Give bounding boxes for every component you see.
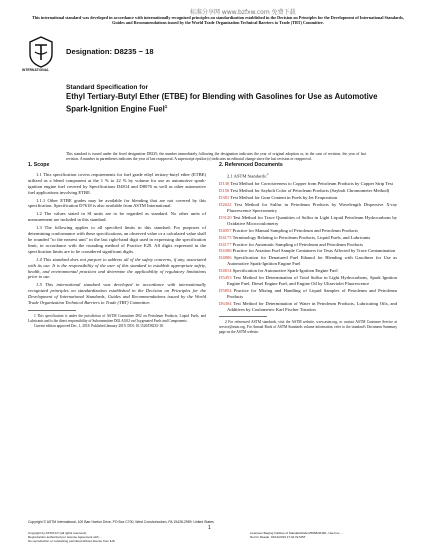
reference-item: [219, 275, 397, 287]
reference-code-link[interactable]: D5854: [219, 287, 232, 293]
reference-item: [219, 235, 397, 241]
reference-code-link[interactable]: D4057: [219, 227, 232, 233]
reference-title: Specification for Denatured Fuel Ethanol for Blending with Gasolines for Use as Automotive Spark-Ignition Engine Fuel: [227, 255, 398, 267]
reference-code-link[interactable]: D4177: [219, 241, 232, 247]
license-left: Copyright by ASTM Int'l (all rights reserved); Reproduction authorized per License Agreement with ... No reproduction or networking permitted without license from IHS: [28, 531, 115, 543]
scope-paragraph: 1.3 The following applies to all specified limits in this standard: For purposes of determining conformance with these specifications, an observed value or a calculated value shall be rounded "to the nearest unit" in the last right-hand digit used in expressing the specification limit, in accordance with the rounding method of Practice E29. All digits expressed in the specification limits are to be considered significant digits.: [28, 225, 206, 254]
reference-item: [219, 202, 397, 214]
logo-caption: INTERNATIONAL: [22, 68, 50, 72]
footnote: 2 For referenced ASTM standards, visit the ASTM website, www.astm.org, or contact ASTM Customer Service at service@astm.org. For Annual Book of ASTM Standards volume information, refer to the standard's Document Summary page on the ASTM website.: [219, 320, 397, 334]
title-footnote-mark: 1: [164, 104, 168, 110]
reference-title: Test Method for Sulfur in Petroleum Products by Wavelength Dispersive X-ray Fluorescence Spectrometry: [227, 202, 397, 213]
reference-list: [219, 181, 397, 312]
reference-code-link[interactable]: D381: [219, 195, 230, 201]
footnote-divider: [219, 316, 267, 317]
scope-heading: 1. Scope: [28, 162, 50, 168]
copyright-notice: Copyright © ASTM International, 100 Barr Harbor Drive, PO Box C700, West Conshohocken, PA 19428-2959. United States: [28, 520, 214, 524]
scope-paragraph: 1.1.1 Other ETBE grades may be available for blending that are not covered by this specification. Specification D7618 is also available from ASTM International.: [28, 197, 206, 209]
scope-paragraph: 1.4 This standard does not purport to address all of the safety concerns, if any, associated with its use. It is the responsibility of the user of this standard to establish appropriate safety, health, and environmental practices and determine the applicability of regulatory limitations prior to use.: [28, 256, 206, 280]
references-heading: 2. Referenced Documents: [219, 162, 283, 168]
reference-item: [219, 215, 397, 227]
reference-item: [219, 268, 397, 274]
reference-item: [219, 242, 397, 248]
reference-title: Practice for Automatic Sampling of Petroleum and Petroleum Products: [232, 241, 364, 247]
reference-title: Terminology Relating to Petroleum Products, Liquid Fuels, and Lubricants: [232, 234, 371, 240]
right-column: [219, 163, 397, 335]
watermark-text: 标准分享网 www.bzfxw.com 免费下载: [190, 9, 296, 16]
reference-code-link[interactable]: D6304: [219, 300, 232, 306]
reference-code-link[interactable]: D3120: [219, 214, 232, 220]
reference-item: [219, 181, 397, 187]
reference-code-link[interactable]: D2622: [219, 202, 232, 208]
reference-title: Test Method for Determination of Water in Petroleum Products, Lubricating Oils, and Additives by Coulometric Karl Fischer Titration: [227, 300, 397, 312]
reference-item: [219, 228, 397, 234]
footnote: 1 This specification is under the jurisdiction of ASTM Committee D02 on Petroleum Products, Liquid Fuels, and Lubricants and is the direct responsibility of Subcommittee D02.A0.02 on Oxygenated Fuels and Components.: [28, 313, 206, 323]
intro-note: This standard is issued under the fixed designation D8235; the number immediately following the designation indicates the year of original adoption or, in the case of revision, the year of last revision. A number in parentheses indicates the year of last reapproval. A superscript epsilon (ε) indicates an editorial change since the last revision or reapproval.: [66, 152, 366, 161]
reference-title: Test Method for Corrosiveness to Copper from Petroleum Products by Copper Strip Test: [230, 181, 393, 187]
reference-item: [219, 301, 397, 313]
reference-code-link[interactable]: D4306: [219, 248, 232, 254]
reference-title: Practice for Manual Sampling of Petroleum and Petroleum Products: [232, 227, 358, 233]
reference-code-link[interactable]: D4814: [219, 268, 232, 274]
reference-item: [219, 288, 397, 300]
license-right: Licensee=Daqing Institute of Standardization/5968111001, User=xx, ... Not for Resale, 01/14/2019 17:42:32 MST: [250, 531, 344, 539]
reference-item: [219, 248, 397, 254]
title-prefix: Standard Specification for: [66, 84, 149, 91]
reference-item: [219, 195, 397, 201]
reference-code-link[interactable]: D5453: [219, 275, 232, 281]
references-subheading: [219, 172, 397, 179]
reference-title: Test Method for Trace Quantities of Sulfur in Light Liquid Petroleum Hydrocarbons by Oxidative Microcoulometry: [227, 214, 397, 226]
left-column: [28, 163, 206, 330]
scope-paragraph: 1.2 The values stated in SI units are to be regarded as standard. No other units of measurement are included in this standard.: [28, 211, 206, 223]
reference-title: Test Method for Determination of Total Sulfur in Light Hydrocarbons, Spark Ignition Engine Fuel, Diesel Engine Fuel, and Engine Oil by Ultraviolet Fluorescence: [227, 275, 397, 286]
footnote-divider: [28, 310, 76, 311]
page-number: 1: [208, 525, 211, 531]
references-subheading-mark: 2: [266, 171, 269, 176]
reference-title: Practice for Mixing and Handling of Liquid Samples of Petroleum and Petroleum Products: [227, 287, 397, 299]
title-block: [66, 84, 386, 115]
reference-item: [219, 188, 397, 194]
designation: Designation: D8235 − 18: [66, 47, 154, 56]
reference-title: Specification for Automotive Spark-Ignition Engine Fuel: [232, 268, 338, 274]
reference-code-link[interactable]: D156: [219, 188, 230, 194]
reference-title: Test Method for Gum Content in Fuels by Jet Evaporation: [230, 195, 338, 201]
footnote: Current edition approved Dec. 1, 2018. Published January 2019. DOI: 10.1520/D8235-18.: [34, 324, 164, 329]
title-main-text: Ethyl Tertiary-Butyl Ether (ETBE) for Blending with Gasolines for Use as Automotive Spark-Ignition Engine Fuel: [66, 92, 378, 114]
reference-title: Practice for Aviation Fuel Sample Containers for Tests Affected by Trace Contamination: [232, 248, 396, 254]
reference-code-link[interactable]: D4806: [219, 255, 232, 261]
reference-code-link[interactable]: D130: [219, 181, 230, 187]
references-subheading-text: 2.1 ASTM Standards:: [227, 173, 267, 179]
reference-code-link[interactable]: D4175: [219, 234, 232, 240]
reference-item: [219, 255, 397, 267]
title-main: [66, 92, 386, 114]
reference-title: Test Method for Saybolt Color of Petroleum Products (Saybolt Chromometer Method): [230, 188, 390, 194]
scope-paragraph: 1.5 This international standard was developed in accordance with internationally recognized principles on standardization established in the Decision on Principles for the Development of International Standards, Guides and Recommendations issued by the World Trade Organization Technical Barriers to Trade (TBT) Committee.: [28, 282, 206, 306]
astm-logo-icon: [28, 36, 54, 68]
top-notice: This international standard was developed in accordance with internationally recognized principles on standardization established in the Decision on Principles for the Development of International Standards, Guides and Recommendations issued by the World Trade Organization Technical Barriers to Trade (TBT) Committee.: [32, 15, 404, 26]
scope-paragraph: 1.1 This specification covers requirements for fuel grade ethyl tertiary-butyl ether (ETBE) utilized as a blend component at the 1 % to 22 % by volume for use as automotive spark-ignition engine fuel covered by Specifications D4814 and D8076 as well as other automotive fuel applications involving ETBE.: [28, 171, 206, 195]
